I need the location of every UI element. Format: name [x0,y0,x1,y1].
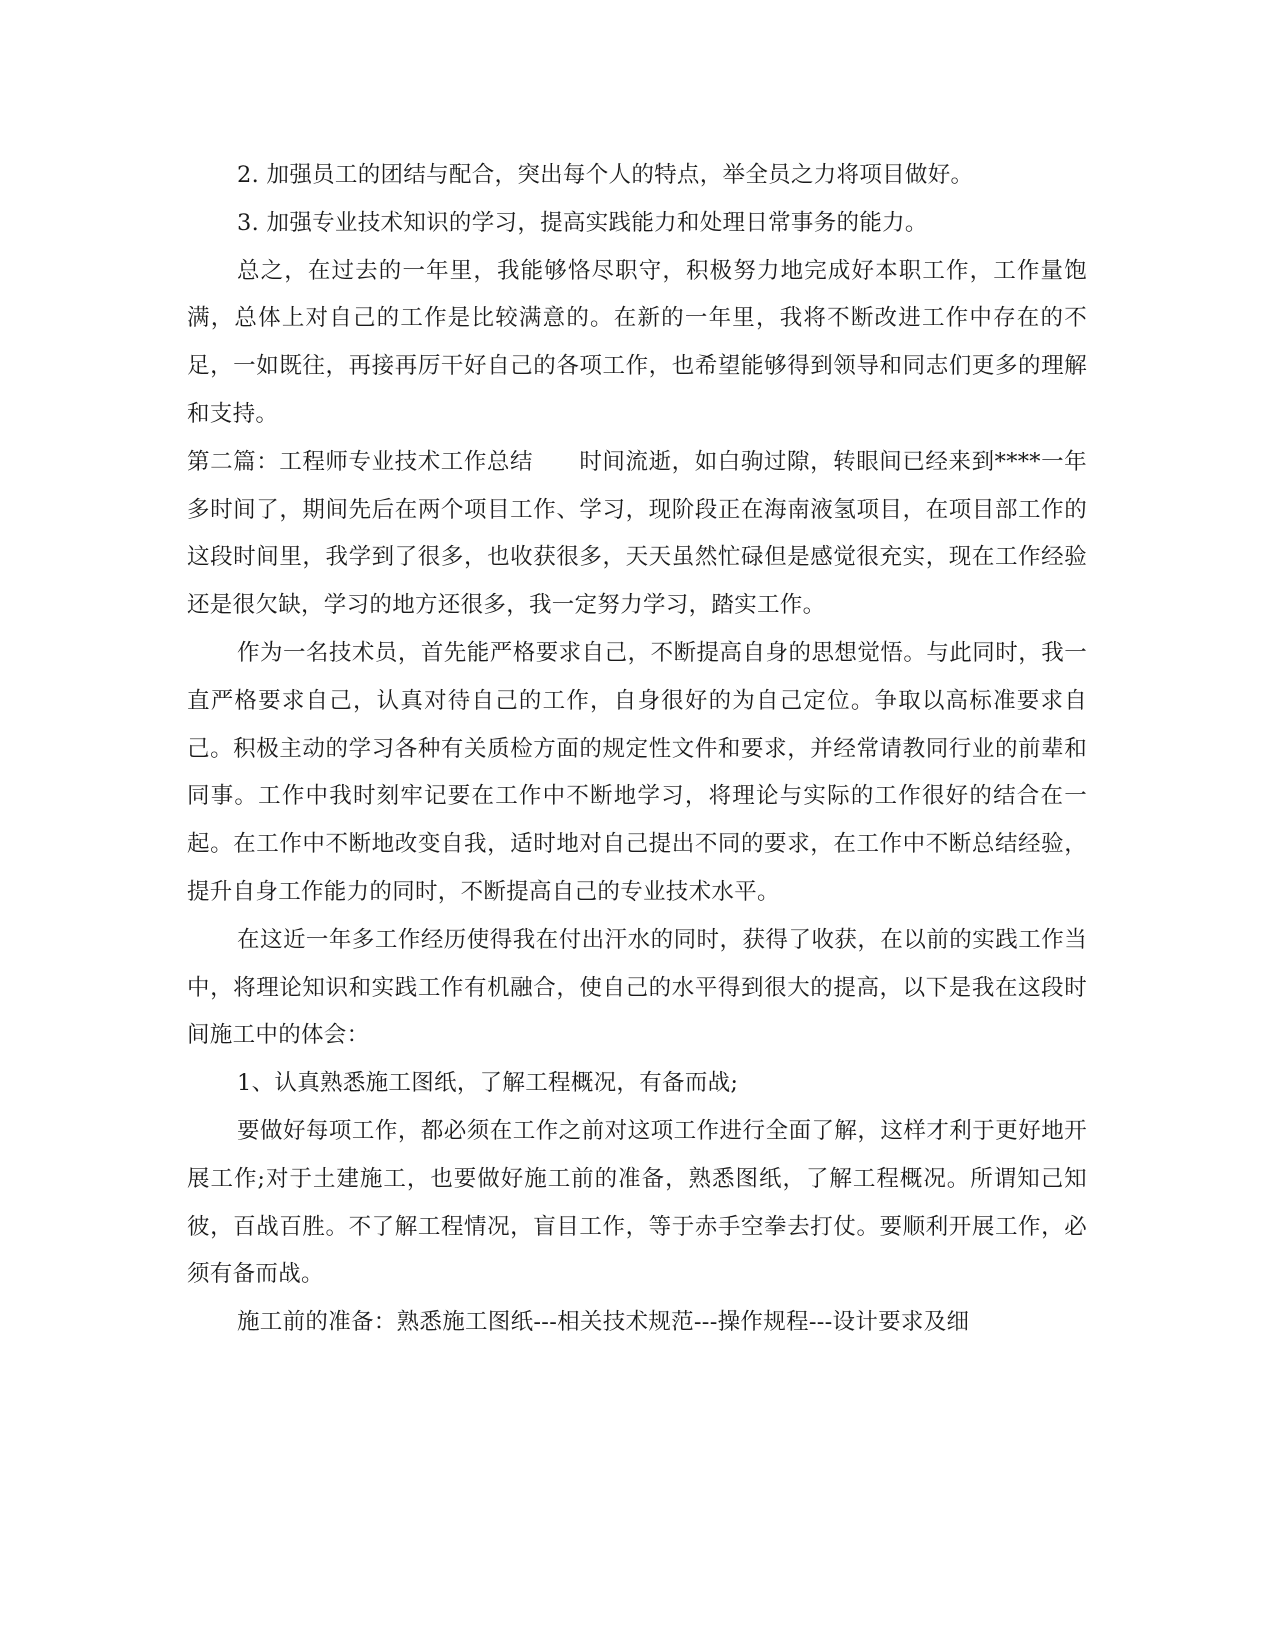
document-body [187,152,1087,1347]
second-part-intro: 时间流逝，如白驹过隙，转眼间已经来到****一年多时间了，期间先后在两个项目工作、学习，现阶段正在海南液氢项目，在项目部工作的这段时间里，我学到了很多，也收获很多，天天虽然忙碌但是感觉很充实，现在工作经验还是很欠缺，学习的地方还很多，我一定努力学习，踏实工作。 [187,448,1087,619]
paragraph-conclusion: 总之，在过去的一年里，我能够恪尽职守，积极努力地完成好本职工作，工作量饱满，总体上对自己的工作是比较满意的。在新的一年里，我将不断改进工作中存在的不足，一如既往，再接再厉干好自己的各项工作，也希望能够得到领导和同志们更多的理解和支持。 [187,257,1087,427]
paragraph-experience: 在这近一年多工作经历使得我在付出汗水的同时，获得了收获，在以前的实践工作当中，将理论知识和实践工作有机融合，使自己的水平得到很大的提高，以下是我在这段时间施工中的体会： [187,926,1087,1049]
paragraph-point-1: 1、认真熟悉施工图纸，了解工程概况，有备而战; [237,1070,739,1097]
paragraph-item-3: 3. 加强专业技术知识的学习，提高实践能力和处理日常事务的能力。 [237,209,928,236]
paragraph-pre-construction: 施工前的准备：熟悉施工图纸---相关技术规范---操作规程---设计要求及细 [237,1309,970,1336]
second-part-section [187,439,1087,630]
paragraph-technician-role: 作为一名技术员，首先能严格要求自己，不断提高自身的思想觉悟。与此同时，我一直严格要求自己，认真对待自己的工作，自身很好的为自己定位。争取以高标准要求自己。积极主动的学习各种有关质检方面的规定性文件和要求，并经常请教同行业的前辈和同事。工作中我时刻牢记要在工作中不断地学习，将理论与实际的工作很好的结合在一起。在工作中不断地改变自我，适时地对自己提出不同的要求，在工作中不断总结经验，提升自身工作能力的同时，不断提高自己的专业技术水平。 [187,639,1087,905]
paragraph-item-2: 2. 加强员工的团结与配合，突出每个人的特点，举全员之力将项目做好。 [237,162,974,188]
paragraph-preparation: 要做好每项工作，都必须在工作之前对这项工作进行全面了解，这样才利于更好地开展工作;对于土建施工，也要做好施工前的准备，熟悉图纸，了解工程概况。所谓知己知彼，百战百胜。不了解工程情况，盲目工作，等于赤手空拳去打仗。要顺利开展工作，必须有备而战。 [187,1117,1087,1288]
second-part-title: 第二篇：工程师专业技术工作总结 [187,448,534,475]
